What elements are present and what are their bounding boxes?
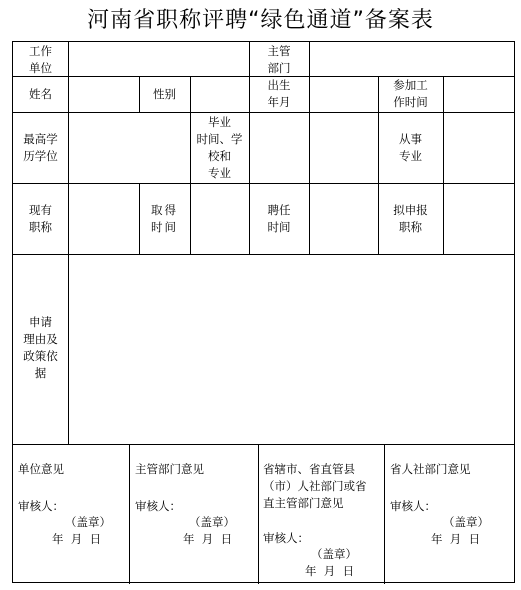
label-obtained-time: 取得 时间 [151, 203, 178, 234]
city-opinion-reviewer: 审核人： [263, 531, 309, 545]
unit-opinion-seal: （盖章） [65, 515, 111, 529]
unit-opinion-heading: 单位意见 [18, 462, 64, 476]
province-opinion-heading: 省人社部门意见 [390, 462, 471, 476]
supervisor-opinion-heading: 主管部门意见 [135, 462, 204, 476]
label-appointed-time: 聘任 时间 [267, 203, 291, 234]
col-divider [68, 42, 69, 444]
label-birth: 出生 年月 [267, 78, 291, 109]
supervisor-opinion-date: 年 月 日 [183, 532, 233, 546]
label-education: 最高学 历学位 [23, 132, 58, 163]
city-opinion-heading: 省辖市、省直管县 （市）人社部门或省 直主管部门意见 [263, 462, 367, 510]
col-divider [309, 42, 310, 254]
row-divider [13, 183, 514, 184]
unit-opinion-reviewer: 审核人： [18, 499, 64, 513]
label-work-unit: 工作 单位 [29, 44, 52, 75]
label-supervisor-dept: 主管 部门 [267, 44, 291, 75]
row-divider [13, 254, 514, 255]
label-gender: 性别 [153, 87, 176, 101]
supervisor-opinion-reviewer: 审核人： [135, 499, 181, 513]
col-divider [258, 444, 259, 584]
page-title: 河南省职称评聘“绿色通道”备案表 [87, 8, 434, 33]
province-opinion-date: 年 月 日 [431, 532, 481, 546]
label-work-start: 参加工 作时间 [393, 78, 428, 109]
city-opinion-seal: （盖章） [311, 547, 357, 561]
province-opinion-seal: （盖章） [443, 515, 489, 529]
label-graduation: 毕业 时间、学 校和 专业 [196, 115, 243, 180]
label-name: 姓名 [29, 87, 52, 101]
col-divider [384, 444, 385, 584]
label-current-title: 现有 职称 [29, 203, 52, 234]
city-opinion-date: 年 月 日 [305, 564, 355, 578]
label-profession: 从事 专业 [399, 132, 422, 163]
col-divider [443, 76, 444, 254]
row-divider [13, 444, 514, 445]
label-reason: 申请 理由及 政策依 据 [23, 315, 58, 380]
label-proposed-title: 拟申报 职称 [393, 203, 428, 234]
filing-form [12, 41, 515, 583]
unit-opinion-date: 年 月 日 [52, 532, 102, 546]
col-divider [129, 444, 130, 584]
supervisor-opinion-seal: （盖章） [189, 515, 235, 529]
row-divider [13, 112, 514, 113]
province-opinion-reviewer: 审核人： [390, 499, 436, 513]
